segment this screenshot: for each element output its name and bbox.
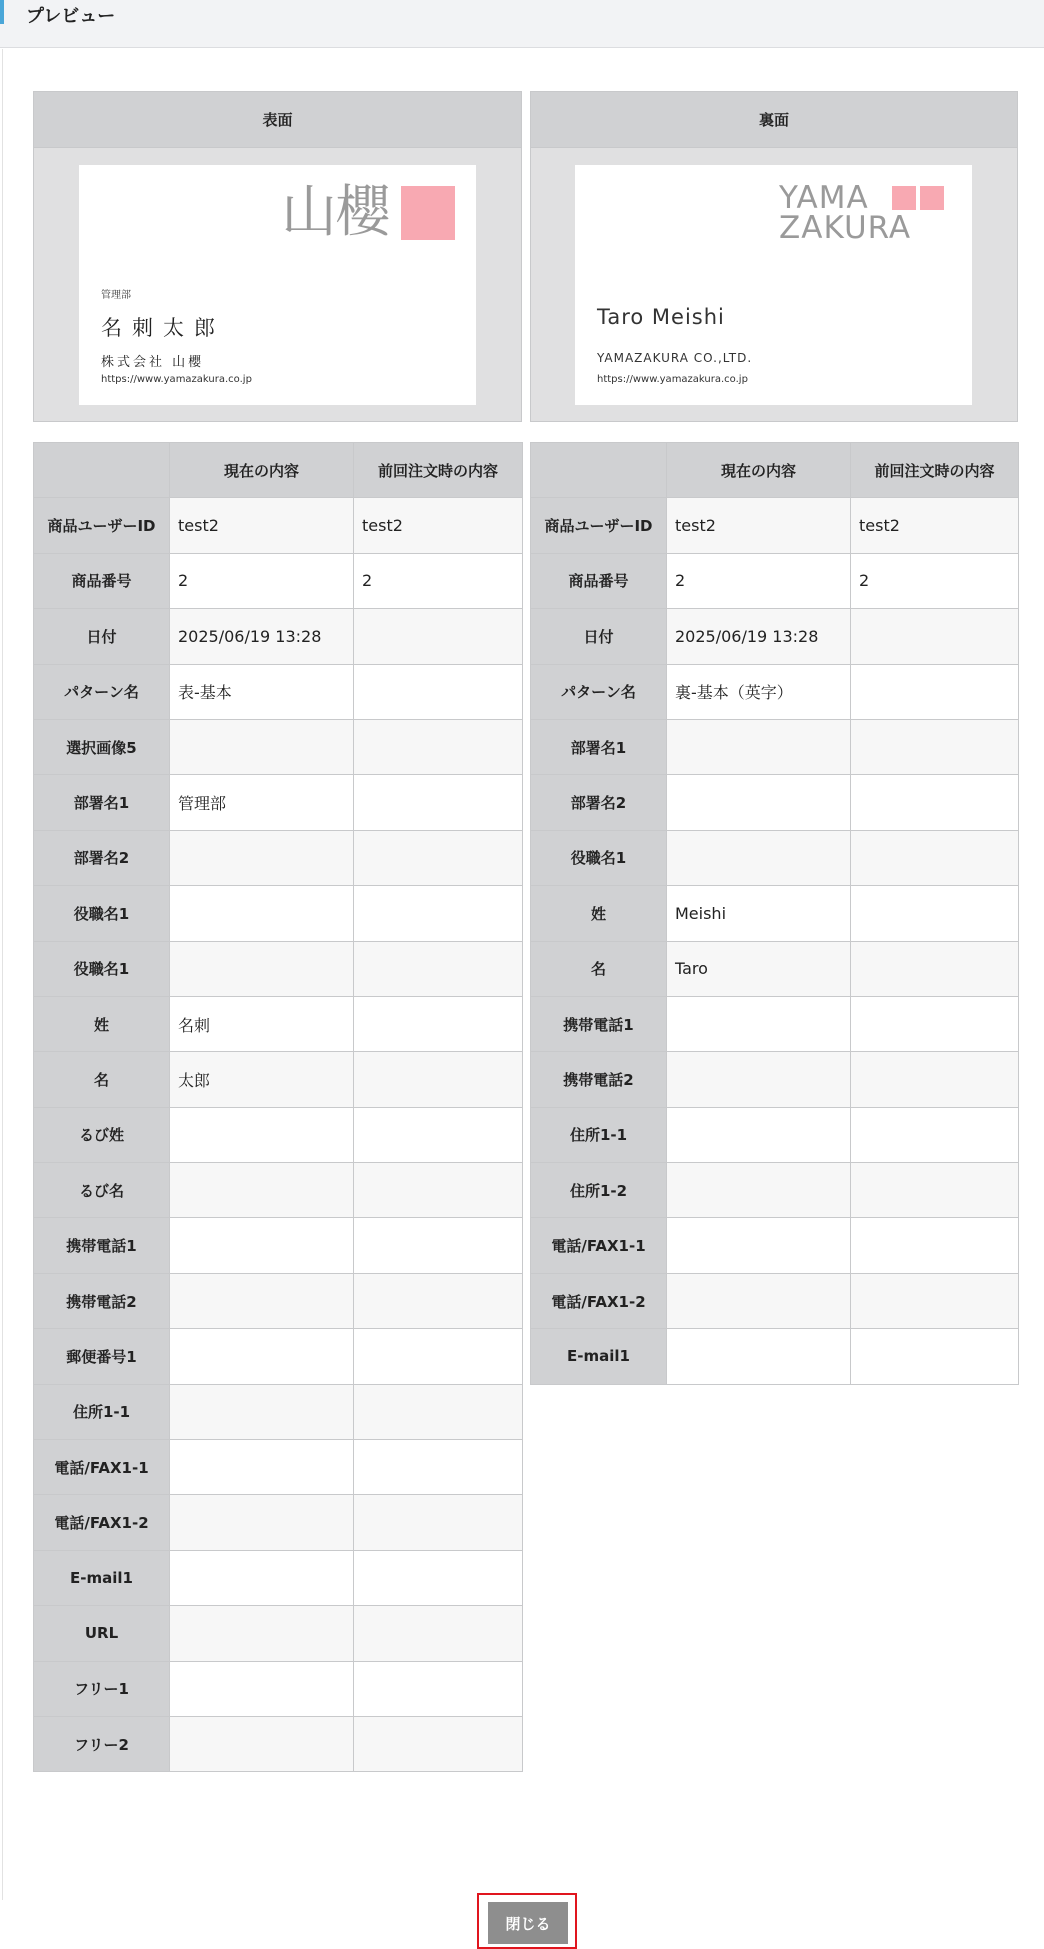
table-row <box>34 1107 523 1162</box>
row-label: 名 <box>34 1052 170 1107</box>
row-label: フリー2 <box>34 1716 170 1771</box>
current-value-cell <box>170 1329 354 1384</box>
current-value-cell: test2 <box>170 498 354 553</box>
current-value-cell: 管理部 <box>170 775 354 830</box>
close-button[interactable]: 閉じる <box>488 1902 568 1944</box>
previous-value-cell <box>354 1384 523 1439</box>
row-label: フリー1 <box>34 1661 170 1716</box>
table-header-current: 現在の内容 <box>170 443 354 498</box>
previous-value-cell <box>851 1052 1019 1107</box>
front-data-table <box>33 442 523 1772</box>
previous-value-cell: 2 <box>851 553 1019 608</box>
row-label: URL <box>34 1606 170 1661</box>
current-value-cell <box>170 1107 354 1162</box>
current-value-cell <box>667 1329 851 1384</box>
row-label: 商品番号 <box>34 553 170 608</box>
front-card-preview <box>79 165 476 405</box>
front-card-url: https://www.yamazakura.co.jp <box>101 374 252 385</box>
current-value-cell: 名刺 <box>170 996 354 1051</box>
close-button-highlight <box>477 1893 577 1949</box>
table-row <box>34 775 523 830</box>
previous-value-cell <box>851 719 1019 774</box>
current-value-cell <box>170 1661 354 1716</box>
current-value-cell: 表-基本 <box>170 664 354 719</box>
current-value-cell <box>170 1495 354 1550</box>
previous-value-cell <box>851 609 1019 664</box>
current-value-cell <box>170 1384 354 1439</box>
back-logo-square-2 <box>920 186 944 210</box>
current-value-cell: Meishi <box>667 886 851 941</box>
table-row <box>34 664 523 719</box>
table-row <box>34 1495 523 1550</box>
table-row <box>34 1661 523 1716</box>
previous-value-cell <box>851 886 1019 941</box>
previous-value-cell <box>851 830 1019 885</box>
current-value-cell <box>667 1052 851 1107</box>
table-row <box>531 1218 1019 1273</box>
row-label: 役職名1 <box>531 830 667 885</box>
row-label: 住所1-1 <box>34 1384 170 1439</box>
back-card-name: Taro Meishi <box>597 305 725 329</box>
row-label: 部署名1 <box>34 775 170 830</box>
back-card-url: https://www.yamazakura.co.jp <box>597 374 748 385</box>
table-row <box>34 719 523 774</box>
preview-content <box>2 49 1044 1933</box>
front-card-name: 名刺太郎 <box>101 316 225 340</box>
previous-value-cell <box>354 1440 523 1495</box>
row-label: 住所1-2 <box>531 1163 667 1218</box>
row-label: 選択画像5 <box>34 719 170 774</box>
table-row <box>531 1273 1019 1328</box>
row-label: パターン名 <box>34 664 170 719</box>
previous-value-cell <box>851 1218 1019 1273</box>
previous-value-cell <box>354 886 523 941</box>
current-value-cell: 太郎 <box>170 1052 354 1107</box>
current-value-cell <box>170 941 354 996</box>
current-value-cell <box>170 1273 354 1328</box>
table-header-blank <box>34 443 170 498</box>
row-label: 携帯電話1 <box>531 996 667 1051</box>
front-card-panel <box>33 91 522 422</box>
previous-value-cell <box>354 1495 523 1550</box>
table-row <box>531 664 1019 719</box>
previous-value-cell <box>851 664 1019 719</box>
previous-value-cell: test2 <box>851 498 1019 553</box>
table-row <box>531 553 1019 608</box>
previous-value-cell <box>354 830 523 885</box>
current-value-cell: Taro <box>667 941 851 996</box>
current-value-cell <box>170 1550 354 1605</box>
previous-value-cell <box>354 1273 523 1328</box>
row-label: 部署名2 <box>34 830 170 885</box>
table-row <box>531 609 1019 664</box>
table-row <box>34 941 523 996</box>
table-row <box>34 609 523 664</box>
previous-value-cell <box>851 775 1019 830</box>
table-row <box>34 1716 523 1771</box>
row-label: 電話/FAX1-1 <box>531 1218 667 1273</box>
row-label: 名 <box>531 941 667 996</box>
current-value-cell <box>667 1273 851 1328</box>
previous-value-cell <box>354 1550 523 1605</box>
previous-value-cell <box>354 996 523 1051</box>
row-label: るび名 <box>34 1163 170 1218</box>
current-value-cell <box>170 1716 354 1771</box>
table-row <box>34 1218 523 1273</box>
current-value-cell <box>667 719 851 774</box>
row-label: 住所1-1 <box>531 1107 667 1162</box>
table-row <box>531 1107 1019 1162</box>
current-value-cell: 2025/06/19 13:28 <box>667 609 851 664</box>
current-value-cell: test2 <box>667 498 851 553</box>
front-logo-square <box>401 186 455 240</box>
table-row <box>34 1273 523 1328</box>
table-row <box>34 830 523 885</box>
row-label: 部署名1 <box>531 719 667 774</box>
current-value-cell <box>667 830 851 885</box>
back-card-preview <box>575 165 972 405</box>
current-value-cell <box>170 719 354 774</box>
row-label: E-mail1 <box>531 1329 667 1384</box>
front-card-company: 株式会社 山櫻 <box>101 355 205 370</box>
row-label: 姓 <box>34 996 170 1051</box>
row-label: E-mail1 <box>34 1550 170 1605</box>
row-label: 役職名1 <box>34 941 170 996</box>
table-row <box>531 719 1019 774</box>
row-label: 電話/FAX1-1 <box>34 1440 170 1495</box>
previous-value-cell <box>354 1716 523 1771</box>
table-row <box>34 886 523 941</box>
row-label: パターン名 <box>531 664 667 719</box>
back-card-panel <box>530 91 1018 422</box>
row-label: 携帯電話1 <box>34 1218 170 1273</box>
row-label: 携帯電話2 <box>34 1273 170 1328</box>
table-header-current: 現在の内容 <box>667 443 851 498</box>
previous-value-cell <box>354 1329 523 1384</box>
table-row <box>531 1163 1019 1218</box>
current-value-cell <box>170 1606 354 1661</box>
table-row <box>34 1052 523 1107</box>
previous-value-cell <box>354 1218 523 1273</box>
current-value-cell <box>170 1218 354 1273</box>
table-row <box>531 498 1019 553</box>
table-row <box>531 941 1019 996</box>
table-row <box>34 996 523 1051</box>
current-value-cell <box>170 1163 354 1218</box>
table-header-row <box>531 443 1019 498</box>
previous-value-cell <box>851 1273 1019 1328</box>
back-data-table <box>530 442 1019 1385</box>
page-title: プレビュー <box>26 6 116 27</box>
table-row <box>531 775 1019 830</box>
table-row <box>531 996 1019 1051</box>
front-logo-text: 山櫻 <box>281 180 389 245</box>
table-header-previous: 前回注文時の内容 <box>851 443 1019 498</box>
table-row <box>531 1329 1019 1384</box>
table-row <box>34 498 523 553</box>
current-value-cell: 裏-基本（英字） <box>667 664 851 719</box>
back-logo-square-1 <box>892 186 916 210</box>
row-label: 電話/FAX1-2 <box>531 1273 667 1328</box>
row-label: 携帯電話2 <box>531 1052 667 1107</box>
table-row <box>531 830 1019 885</box>
row-label: 部署名2 <box>531 775 667 830</box>
row-label: 日付 <box>531 609 667 664</box>
previous-value-cell <box>851 1107 1019 1162</box>
table-row <box>34 1384 523 1439</box>
current-value-cell <box>667 775 851 830</box>
previous-value-cell <box>354 609 523 664</box>
row-label: 電話/FAX1-2 <box>34 1495 170 1550</box>
table-row <box>34 1440 523 1495</box>
row-label: 役職名1 <box>34 886 170 941</box>
front-panel-title: 表面 <box>34 92 521 148</box>
current-value-cell: 2 <box>667 553 851 608</box>
back-panel-title: 裏面 <box>531 92 1017 148</box>
previous-value-cell <box>851 996 1019 1051</box>
current-value-cell <box>667 1163 851 1218</box>
row-label: 姓 <box>531 886 667 941</box>
row-label: 郵便番号1 <box>34 1329 170 1384</box>
current-value-cell <box>667 996 851 1051</box>
current-value-cell <box>170 830 354 885</box>
previous-value-cell <box>851 1163 1019 1218</box>
row-label: 日付 <box>34 609 170 664</box>
previous-value-cell <box>354 1052 523 1107</box>
previous-value-cell <box>354 719 523 774</box>
previous-value-cell: test2 <box>354 498 523 553</box>
table-row <box>531 1052 1019 1107</box>
current-value-cell: 2025/06/19 13:28 <box>170 609 354 664</box>
current-value-cell <box>667 1218 851 1273</box>
current-value-cell: 2 <box>170 553 354 608</box>
front-card-department: 管理部 <box>101 290 131 301</box>
previous-value-cell <box>354 1163 523 1218</box>
current-value-cell <box>170 886 354 941</box>
table-header-previous: 前回注文時の内容 <box>354 443 523 498</box>
header-accent-bar <box>0 0 4 24</box>
current-value-cell <box>170 1440 354 1495</box>
table-header-row <box>34 443 523 498</box>
current-value-cell <box>667 1107 851 1162</box>
row-label: 商品ユーザーID <box>531 498 667 553</box>
table-row <box>34 1550 523 1605</box>
previous-value-cell <box>354 775 523 830</box>
previous-value-cell <box>851 1329 1019 1384</box>
table-row <box>34 1606 523 1661</box>
page-header <box>0 0 1044 48</box>
previous-value-cell <box>851 941 1019 996</box>
previous-value-cell: 2 <box>354 553 523 608</box>
table-row <box>34 553 523 608</box>
previous-value-cell <box>354 941 523 996</box>
row-label: 商品番号 <box>531 553 667 608</box>
table-header-blank <box>531 443 667 498</box>
row-label: 商品ユーザーID <box>34 498 170 553</box>
previous-value-cell <box>354 1107 523 1162</box>
back-card-company: YAMAZAKURA CO.,LTD. <box>597 351 753 365</box>
back-logo-line2: ZAKURA <box>779 210 912 246</box>
table-row <box>531 886 1019 941</box>
table-row <box>34 1329 523 1384</box>
row-label: るび姓 <box>34 1107 170 1162</box>
back-logo-line1: YAMA <box>779 180 869 216</box>
previous-value-cell <box>354 1661 523 1716</box>
previous-value-cell <box>354 664 523 719</box>
previous-value-cell <box>354 1606 523 1661</box>
table-row <box>34 1163 523 1218</box>
